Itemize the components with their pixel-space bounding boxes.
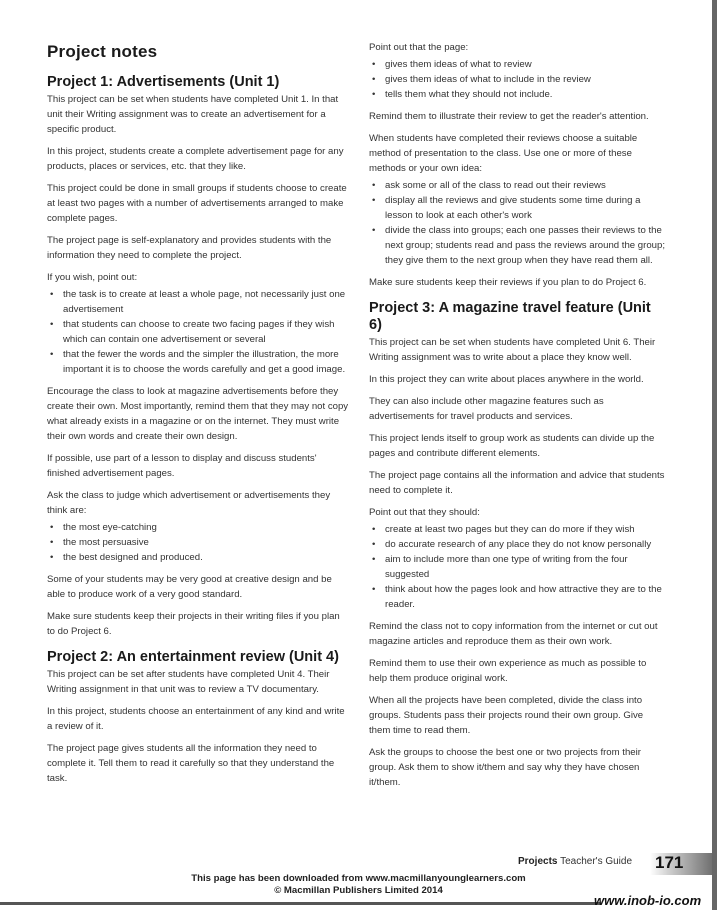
paragraph: Ask the groups to choose the best one or two projects from their group. Ask them to show it/them and say why they have chosen it/them. [369,747,641,788]
paragraph: This project can be set after students have completed Unit 4. Their Writing assignment in that unit was to review a TV documentary. [47,669,330,695]
download-note: This page has been downloaded from www.macmillanyounglearners.com [191,873,526,884]
bottom-rule [0,902,600,905]
bullet-item: • the most eye-catching [47,520,349,535]
paragraph: When all the projects have been completed, divide the class into groups. Students pass their projects round their own group. Give them time to read them. [369,695,644,736]
right-column [369,40,667,797]
paragraph: Remind them to use their own experience as much as possible to help them produce original work. [369,658,647,684]
copyright: © Macmillan Publishers Limited 2014 [274,885,443,896]
bullet-list [47,287,349,377]
section-heading: Project 3: A magazine travel feature (Unit 6) [369,300,651,333]
footer-guide-title: Teacher's Guide [560,856,633,867]
bullet-item: • that the fewer the words and the simpler the illustration, the more important it is to choose the words carefully and get a good image. [47,347,349,377]
bullet-item: • divide the class into groups; each one passes their reviews to the next group; students read and pass the reviews around the group; they give them to the next group when they have read them all. [369,223,667,268]
paragraph: If possible, use part of a lesson to display and discuss students' finished advertisement pages. [47,453,317,479]
left-column [47,42,349,793]
paragraph: Ask the class to judge which advertisement or advertisements they think are: [47,490,331,516]
paragraph: Encourage the class to look at magazine advertisements before they create their own. Most importantly, remind them that they may not copy what already exists in a magazine or on the internet. They must write their own words and create their own design. [47,386,349,442]
paragraph: Remind them to illustrate their review to get the reader's attention. [369,111,649,122]
paragraph: The project page is self-explanatory and provides students with the information they need to complete the project. [47,235,332,261]
bullet-item: • aim to include more than one type of writing from the four suggested [369,552,667,582]
watermark: www.inob-io.com [594,893,702,908]
paragraph: Some of your students may be very good at creative design and be able to produce work of a very good standard. [47,574,332,600]
bullet-item: • gives them ideas of what to include in the review [369,72,667,87]
paragraph: Make sure students keep their reviews if you plan to do Project 6. [369,277,647,288]
right-edge-bar [712,0,717,910]
bullet-item: • ask some or all of the class to read out their reviews [369,178,667,193]
paragraph: When students have completed their reviews choose a suitable method of presentation to the class. Use one or more of these methods or your own idea: [369,133,638,174]
footer-section: Projects [518,856,558,867]
paragraph: This project can be set when students have completed Unit 1. In that unit their Writing assignment was to create an advertisement for a specific product. [47,94,339,135]
bullet-item: • do accurate research of any place they do not know personally [369,537,667,552]
paragraph: This project can be set when students have completed Unit 6. Their Writing assignment was to write about a place they know well. [369,337,656,363]
bullet-list [47,520,349,565]
paragraph: Remind the class not to copy information from the internet or cut out magazine articles and reproduce them as their own work. [369,621,658,647]
paragraph: Point out that the page: [369,42,469,53]
paragraph: The project page contains all the information and advice that students need to complete it. [369,470,665,496]
paragraph: In this project, students create a complete advertisement page for any products, places or services, etc. that they like. [47,146,344,172]
paragraph: This project lends itself to group work as students can divide up the pages and contribute different elements. [369,433,655,459]
section-heading: Project 2: An entertainment review (Unit 4) [47,649,339,665]
bullet-item: • think about how the pages look and how attractive they are to the reader. [369,582,667,612]
bullet-item: • display all the reviews and give students some time during a lesson to look at each other's work [369,193,667,223]
paragraph: If you wish, point out: [47,272,138,283]
bullet-list [369,57,667,102]
bullet-list [369,178,667,268]
paragraph: Point out that they should: [369,507,480,518]
page-title: Project notes [47,42,158,61]
bullet-item: • the best designed and produced. [47,550,349,565]
paragraph: The project page gives students all the information they need to complete it. Tell them to read it carefully so that they understand the task. [47,743,335,784]
section-heading: Project 1: Advertisements (Unit 1) [47,74,280,90]
running-footer [518,856,632,867]
page-number: 171 [655,853,684,872]
bullet-item: • gives them ideas of what to review [369,57,667,72]
bullet-list [369,522,667,612]
paragraph: In this project, students choose an entertainment of any kind and write a review of it. [47,706,345,732]
bullet-item: • the most persuasive [47,535,349,550]
bullet-item: • that students can choose to create two facing pages if they wish which can contain one advertisement or several [47,317,349,347]
paragraph: Make sure students keep their projects in their writing files if you plan to do Project 6. [47,611,340,637]
paragraph: In this project they can write about places anywhere in the world. [369,374,644,385]
paragraph: They can also include other magazine features such as advertisements for travel products and services. [369,396,604,422]
bullet-item: • tells them what they should not include. [369,87,667,102]
bullet-item: • create at least two pages but they can do more if they wish [369,522,667,537]
paragraph: This project could be done in small groups if students choose to create at least two pages with a number of advertisements arranged to make complete pages. [47,183,347,224]
bullet-item: • the task is to create at least a whole page, not necessarily just one advertisement [47,287,349,317]
